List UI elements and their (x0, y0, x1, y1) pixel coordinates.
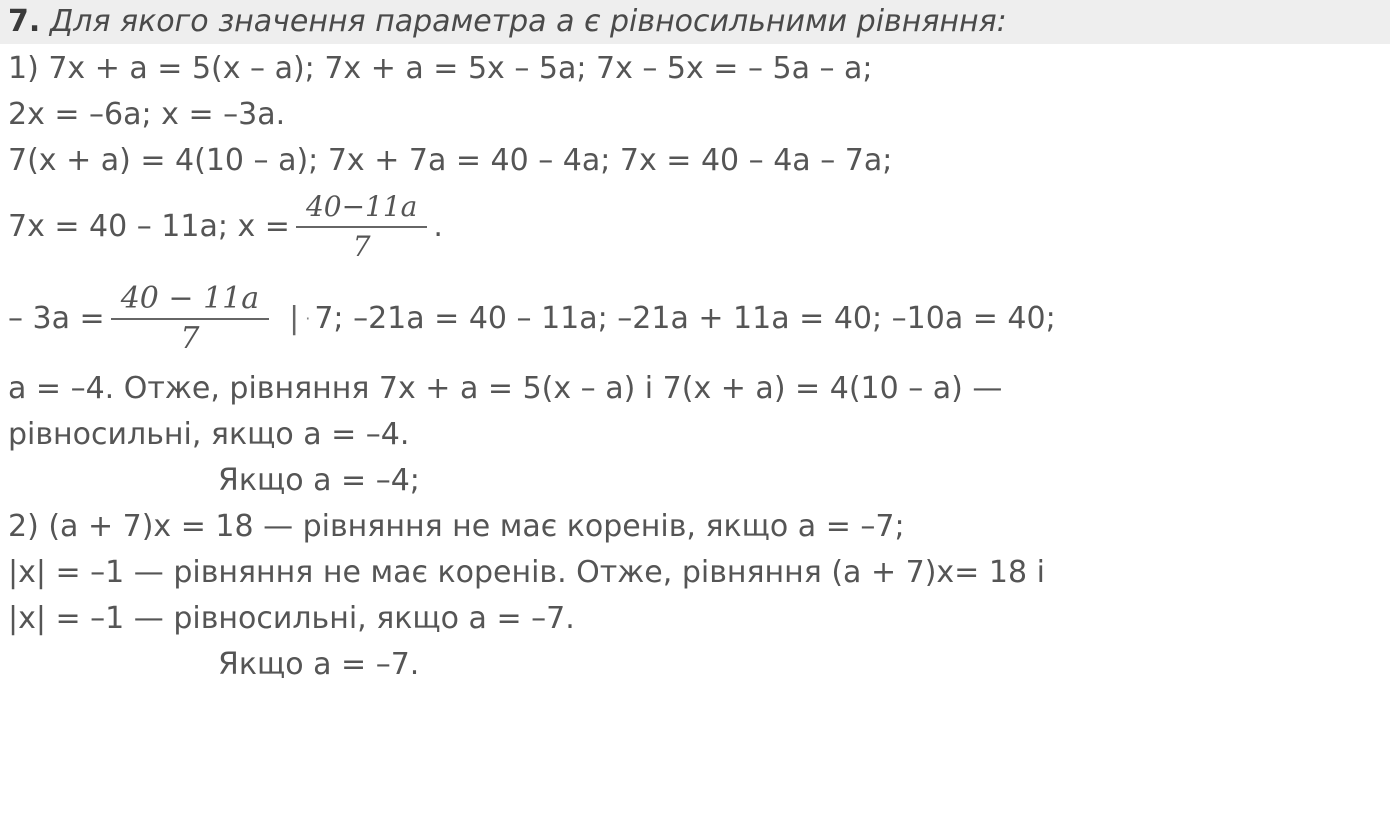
solution-line: 1) 7х + а = 5(х – а); 7х + а = 5х – 5а; 7х – 5х = – 5а – а; (8, 51, 873, 86)
answer-line-2: Якщо а = –7. (218, 647, 420, 682)
solution-line: 2х = –6а; х = –3а. (8, 97, 286, 132)
exercise-heading-text: Для якого значення параметра а є рівносильними рівняння: (49, 4, 1007, 39)
solution-line: рівносильні, якщо а = –4. (8, 417, 410, 452)
solution-line: |х| = –1 — рівняння не має коренів. Отже, рівняння (а + 7)х= 18 і (8, 555, 1045, 590)
solution-line: 2) (а + 7)х = 18 — рівняння не має коренів, якщо а = –7; (8, 509, 905, 544)
fraction-1-denominator: 7 (296, 226, 427, 264)
fraction-line-1-prefix: 7х = 40 – 11а; х = (8, 209, 290, 244)
fraction-line-2-prefix: – 3а = (8, 301, 105, 336)
solution-line: а = –4. Отже, рівняння 7х + а = 5(х – а) і 7(х + а) = 4(10 – а) — (8, 371, 1003, 406)
fraction-2-numerator: 40 − 11a (120, 281, 260, 316)
fraction-line-1 (0, 190, 1390, 264)
fraction-line-2-suffix: 7; –21а = 40 – 11а; –21а + 11а = 40; –10а = 40; (314, 301, 1056, 336)
fraction-2-denominator: 7 (111, 318, 269, 356)
solution-line: |х| = –1 — рівносильні, якщо а = –7. (8, 601, 575, 636)
exercise-number: 7. (8, 4, 41, 39)
multiplication-dot-icon: · (305, 309, 311, 328)
fraction-line-1-suffix: . (433, 209, 443, 244)
fraction-line-2 (0, 282, 1390, 356)
exercise-heading (0, 0, 1390, 44)
fraction-1-numerator: 40−11a (305, 190, 418, 223)
multiply-both-sides-bar: | (289, 301, 300, 336)
fraction-1 (296, 190, 427, 264)
solution-line: 7(х + а) = 4(10 – а); 7х + 7а = 40 – 4а; 7х = 40 – 4а – 7а; (8, 143, 893, 178)
fraction-2 (111, 282, 269, 356)
answer-line-1: Якщо а = –4; (218, 463, 420, 498)
